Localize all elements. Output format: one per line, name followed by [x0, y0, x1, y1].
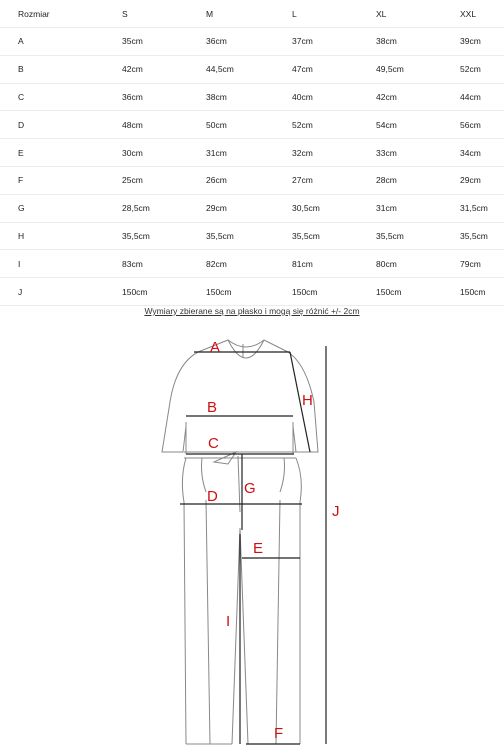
label-a: A	[210, 339, 221, 356]
table-cell: 36cm	[122, 83, 206, 111]
table-row	[0, 250, 504, 278]
label-g: G	[244, 480, 256, 497]
label-c: C	[208, 435, 219, 452]
label-j: J	[332, 503, 340, 520]
table-cell: 35cm	[122, 28, 206, 56]
row-label: A	[0, 28, 122, 56]
table-cell: 150cm	[122, 278, 206, 306]
label-b: B	[207, 399, 218, 416]
table-cell: 32cm	[292, 139, 376, 167]
table-cell: 35,5cm	[206, 222, 292, 250]
table-cell: 27cm	[292, 166, 376, 194]
table-cell: 38cm	[206, 83, 292, 111]
table-cell: 81cm	[292, 250, 376, 278]
table-cell: 56cm	[460, 111, 504, 139]
table-row	[0, 222, 504, 250]
table-cell: 35,5cm	[122, 222, 206, 250]
table-cell: 35,5cm	[376, 222, 460, 250]
table-cell: 31,5cm	[460, 194, 504, 222]
table-cell: 30cm	[122, 139, 206, 167]
table-cell: 52cm	[292, 111, 376, 139]
size-table	[0, 0, 504, 306]
row-label: F	[0, 166, 122, 194]
header-l: L	[292, 0, 376, 28]
header-xl: XL	[376, 0, 460, 28]
table-cell: 150cm	[460, 278, 504, 306]
table-cell: 40cm	[292, 83, 376, 111]
label-i: I	[226, 613, 231, 630]
table-cell: 25cm	[122, 166, 206, 194]
table-cell: 80cm	[376, 250, 460, 278]
table-cell: 54cm	[376, 111, 460, 139]
header-m: M	[206, 0, 292, 28]
table-row	[0, 55, 504, 83]
header-size: Rozmiar	[0, 0, 122, 28]
label-d: D	[207, 488, 218, 505]
table-cell: 29cm	[206, 194, 292, 222]
label-h: H	[302, 392, 313, 409]
table-cell: 47cm	[292, 55, 376, 83]
table-row	[0, 111, 504, 139]
table-cell: 42cm	[122, 55, 206, 83]
table-row	[0, 194, 504, 222]
table-cell: 150cm	[206, 278, 292, 306]
table-cell: 29cm	[460, 166, 504, 194]
table-cell: 82cm	[206, 250, 292, 278]
row-label: B	[0, 55, 122, 83]
measurement-note: Wymiary zbierane są na płasko i mogą się różnić +/- 2cm	[144, 306, 360, 316]
table-cell: 39cm	[460, 28, 504, 56]
table-cell: 42cm	[376, 83, 460, 111]
table-cell: 48cm	[122, 111, 206, 139]
table-row	[0, 166, 504, 194]
table-cell: 26cm	[206, 166, 292, 194]
row-label: E	[0, 139, 122, 167]
table-cell: 34cm	[460, 139, 504, 167]
table-cell: 36cm	[206, 28, 292, 56]
row-label: J	[0, 278, 122, 306]
label-f: F	[274, 725, 284, 742]
table-cell: 28,5cm	[122, 194, 206, 222]
table-row	[0, 28, 504, 56]
row-label: I	[0, 250, 122, 278]
header-xxl: XXL	[460, 0, 504, 28]
table-row	[0, 83, 504, 111]
table-cell: 31cm	[376, 194, 460, 222]
table-cell: 52cm	[460, 55, 504, 83]
table-cell: 150cm	[376, 278, 460, 306]
table-cell: 44,5cm	[206, 55, 292, 83]
table-cell: 35,5cm	[460, 222, 504, 250]
table-cell: 50cm	[206, 111, 292, 139]
row-label: H	[0, 222, 122, 250]
row-label: D	[0, 111, 122, 139]
table-cell: 35,5cm	[292, 222, 376, 250]
table-header-row	[0, 0, 504, 28]
table-cell: 38cm	[376, 28, 460, 56]
table-cell: 31cm	[206, 139, 292, 167]
measurement-labels	[207, 339, 340, 742]
table-cell: 30,5cm	[292, 194, 376, 222]
table-row	[0, 139, 504, 167]
row-label: C	[0, 83, 122, 111]
table-cell: 49,5cm	[376, 55, 460, 83]
jumpsuit-diagram	[0, 330, 504, 756]
row-label: G	[0, 194, 122, 222]
table-cell: 150cm	[292, 278, 376, 306]
table-cell: 79cm	[460, 250, 504, 278]
table-cell: 83cm	[122, 250, 206, 278]
table-cell: 44cm	[460, 83, 504, 111]
table-cell: 28cm	[376, 166, 460, 194]
label-e: E	[253, 540, 264, 557]
header-s: S	[122, 0, 206, 28]
table-row	[0, 278, 504, 306]
table-cell: 33cm	[376, 139, 460, 167]
table-cell: 37cm	[292, 28, 376, 56]
